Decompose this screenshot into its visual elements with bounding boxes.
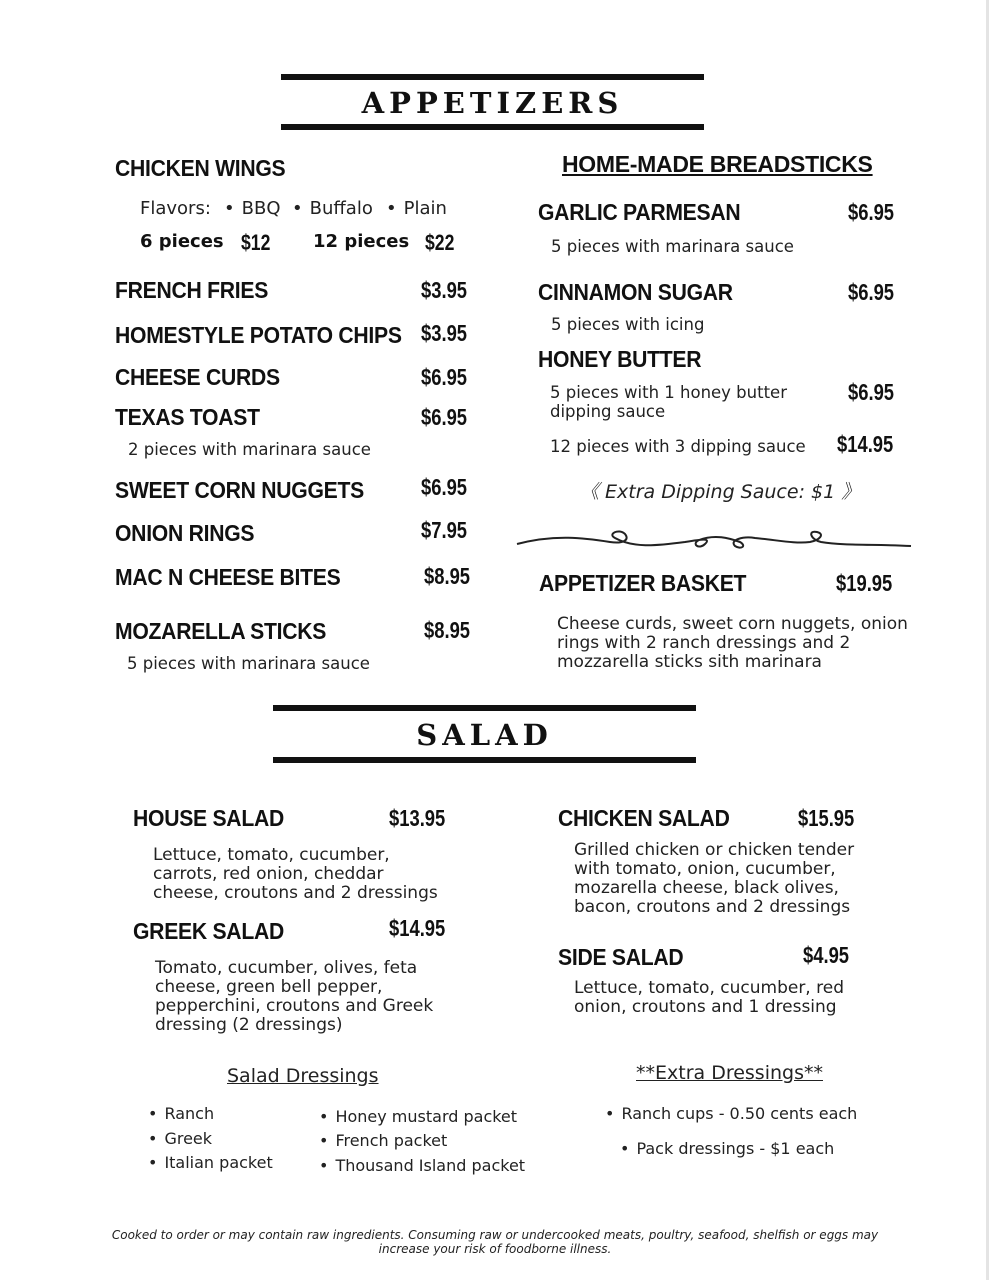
menu-item-name: ONION RINGS	[115, 520, 255, 546]
top-rule	[273, 705, 696, 711]
menu-item-name: APPETIZER BASKET	[539, 570, 747, 596]
dressing-item: • Italian packet	[148, 1153, 273, 1172]
menu-item-desc: 5 pieces with marinara sauce	[551, 237, 794, 256]
footer-disclaimer	[60, 1228, 930, 1256]
menu-item-price: $15.95	[798, 805, 855, 831]
menu-item-desc: onion, croutons and 1 dressing	[574, 997, 837, 1017]
menu-item-name: HOMESTYLE POTATO CHIPS	[115, 322, 402, 348]
flavor-item: • BBQ	[224, 198, 281, 219]
menu-item-price: $6.95	[421, 364, 468, 390]
menu-item-desc: cheese, croutons and 2 dressings	[153, 883, 438, 903]
footer-line: Cooked to order or may contain raw ingredients. Consuming raw or undercooked meats, poultry, seafood, shelfish or eggs may	[111, 1228, 879, 1242]
menu-item-desc: mozzarella sticks sith marinara	[557, 652, 822, 672]
flavor-item: • Plain	[386, 198, 447, 219]
menu-item-price: $19.95	[836, 570, 893, 596]
menu-item-price: $14.95	[837, 431, 894, 457]
menu-item-desc: 12 pieces with 3 dipping sauce	[550, 437, 806, 456]
menu-item-name: SIDE SALAD	[558, 944, 684, 970]
footer-line: increase your risk of foodborne illness.	[378, 1242, 612, 1256]
menu-item-name: CHICKEN SALAD	[558, 805, 730, 831]
menu-item-name: CINNAMON SUGAR	[538, 279, 733, 305]
menu-item-desc: 5 pieces with 1 honey butter	[550, 383, 787, 402]
menu-item-desc: carrots, red onion, cheddar	[153, 864, 384, 884]
menu-item-desc: with tomato, onion, cucumber,	[574, 859, 836, 879]
menu-item-price: $13.95	[389, 805, 446, 831]
menu-item-desc: mozarella cheese, black olives,	[574, 878, 839, 898]
menu-item-price: $8.95	[424, 617, 471, 643]
menu-item-name: TEXAS TOAST	[115, 404, 260, 430]
dressing-item: • Greek	[148, 1129, 212, 1148]
dressing-item: • Honey mustard packet	[319, 1107, 517, 1126]
appetizers-heading: APPETIZERS	[361, 86, 624, 120]
extra-dressing-item: • Ranch cups - 0.50 cents each	[605, 1104, 857, 1123]
dressing-item: • Ranch	[148, 1104, 214, 1123]
menu-item-name: GREEK SALAD	[133, 918, 284, 944]
menu-item-desc: Lettuce, tomato, cucumber,	[153, 845, 390, 865]
wing-size-label: 12 pieces	[313, 231, 410, 252]
menu-item-price: $4.95	[803, 942, 850, 968]
bottom-rule	[281, 124, 704, 130]
menu-item-desc: 5 pieces with icing	[551, 315, 705, 334]
extra-dressing-item: • Pack dressings - $1 each	[620, 1139, 834, 1158]
dressing-item: • Thousand Island packet	[319, 1156, 525, 1175]
flourish-divider	[515, 520, 913, 560]
menu-item-desc: dressing (2 dressings)	[155, 1015, 343, 1035]
menu-item-desc: pepperchini, croutons and Greek	[155, 996, 434, 1016]
menu-item-name: SWEET CORN NUGGETS	[115, 477, 364, 503]
item-chicken-wings: CHICKEN WINGS	[115, 155, 286, 181]
menu-item-price: $3.95	[421, 320, 468, 346]
menu-item-name: MOZARELLA STICKS	[115, 618, 327, 644]
menu-item-name: CHEESE CURDS	[115, 364, 280, 390]
menu-item-desc: cheese, green bell pepper,	[155, 977, 383, 997]
menu-item-name: GARLIC PARMESAN	[538, 199, 741, 225]
flavor-item: • Buffalo	[292, 198, 373, 219]
extra-dipping-note: 《 Extra Dipping Sauce: $1 》	[580, 481, 861, 503]
menu-item-price: $6.95	[848, 199, 895, 225]
menu-item-price: $6.95	[848, 379, 895, 405]
menu-item-price: $14.95	[389, 915, 446, 941]
menu-item-price: $6.95	[421, 474, 468, 500]
menu-item-desc: rings with 2 ranch dressings and 2	[557, 633, 851, 653]
menu-item-desc: Cheese curds, sweet corn nuggets, onion	[557, 614, 908, 634]
wing-size-price: $12	[241, 230, 271, 255]
menu-item-desc: 5 pieces with marinara sauce	[127, 654, 370, 673]
wing-size-price: $22	[425, 230, 455, 255]
menu-item-desc: Lettuce, tomato, cucumber, red	[574, 978, 844, 998]
wing-size-label: 6 pieces	[140, 231, 224, 252]
menu-item-price: $8.95	[424, 563, 471, 589]
salad-dressings-heading: Salad Dressings	[227, 1065, 379, 1087]
extra-dressings-heading: **Extra Dressings**	[636, 1062, 823, 1084]
salad-heading: SALAD	[416, 718, 553, 752]
flavors-label: Flavors:	[140, 198, 211, 219]
menu-item-price: $7.95	[421, 517, 468, 543]
menu-item-desc: 2 pieces with marinara sauce	[128, 440, 371, 459]
menu-item-desc: Tomato, cucumber, olives, feta	[155, 958, 418, 978]
menu-item-price: $6.95	[848, 279, 895, 305]
menu-item-name: MAC N CHEESE BITES	[115, 564, 341, 590]
top-rule	[281, 74, 704, 80]
menu-item-desc: Grilled chicken or chicken tender	[574, 840, 855, 860]
breadsticks-heading: HOME-MADE BREADSTICKS	[562, 151, 873, 177]
menu-item-price: $6.95	[421, 404, 468, 430]
dressing-item: • French packet	[319, 1131, 447, 1150]
menu-item-desc: dipping sauce	[550, 402, 666, 421]
menu-item-name: FRENCH FRIES	[115, 277, 269, 303]
menu-item-price: $3.95	[421, 277, 468, 303]
menu-item-name: HONEY BUTTER	[538, 346, 702, 372]
menu-item-name: HOUSE SALAD	[133, 805, 284, 831]
bottom-rule	[273, 757, 696, 763]
menu-item-desc: bacon, croutons and 2 dressings	[574, 897, 851, 917]
